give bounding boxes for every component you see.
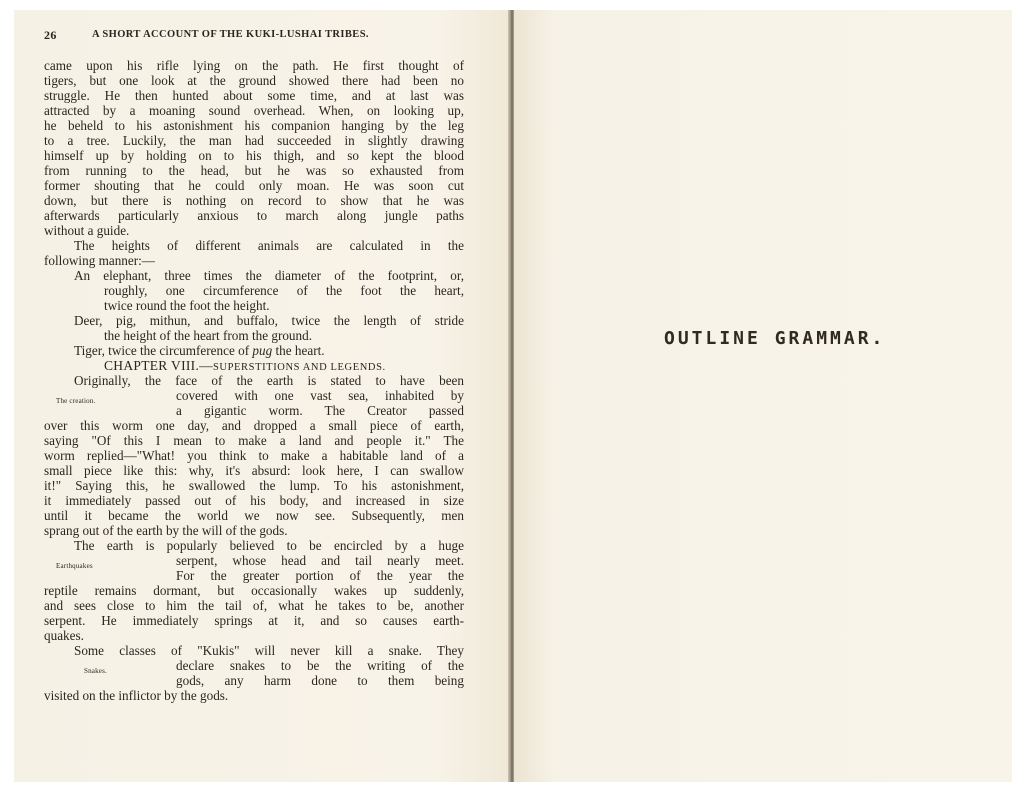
- margin-note-creation: The creation.: [56, 397, 96, 405]
- text-fragment: the heart.: [275, 343, 325, 358]
- text-line: sprang out of the earth by the will of the gods.: [44, 523, 288, 538]
- text-line: Deer, pig, mithun, and buffalo, twice the length of stride: [74, 313, 464, 328]
- text-line: himself up by holding on to his thigh, and so kept the blood: [44, 148, 464, 163]
- text-line: until it became the world we now see. Subsequently, men: [44, 508, 464, 523]
- text-line: [44, 388, 464, 403]
- text-line: [44, 673, 464, 688]
- text-line: visited on the inflictor by the gods.: [44, 688, 229, 703]
- text-line: An elephant, three times the diameter of the footprint, or,: [74, 268, 464, 283]
- text-line: reptile remains dormant, but occasionally wakes up suddenly,: [44, 583, 464, 598]
- text-line: afterwards particularly anxious to march along jungle paths: [44, 208, 464, 223]
- text-line-content: a gigantic worm. The Creator passed: [176, 403, 464, 418]
- text-line: without a guide.: [44, 223, 130, 238]
- body-text: [44, 58, 464, 703]
- chapter-number: CHAPTER VIII.—: [104, 358, 213, 373]
- text-line: [44, 553, 464, 568]
- text-line: it!" Saying this, he swallowed the lump. To his astonishment,: [44, 478, 464, 493]
- text-line: it immediately passed out of his body, and increased in size: [44, 493, 464, 508]
- text-line: twice round the foot the height.: [104, 298, 270, 313]
- text-line: from running to the head, but he was so exhausted from: [44, 163, 464, 178]
- text-line: [44, 568, 464, 583]
- italic-word: pug: [252, 343, 273, 358]
- text-line-content: For the greater portion of the year the: [176, 568, 464, 583]
- text-line: tigers, but one look at the ground showed there had been no: [44, 73, 464, 88]
- text-line: saying "Of this I mean to make a land and people it." The: [44, 433, 464, 448]
- text-line-content: declare snakes to be the writing of the: [176, 658, 464, 673]
- text-line: to a tree. Luckily, the man had succeeded in slightly drawing: [44, 133, 464, 148]
- text-line: down, but there is nothing on record to show that he was: [44, 193, 464, 208]
- text-line: The earth is popularly believed to be encircled by a huge: [74, 538, 464, 553]
- text-line: worm replied—"What! you think to make a habitable land of a: [44, 448, 464, 463]
- right-page: [514, 10, 1012, 782]
- text-line: came upon his rifle lying on the path. He first thought of: [44, 58, 464, 73]
- text-line: [44, 403, 464, 418]
- text-line: and sees close to him the tail of, what he takes to be, another: [44, 598, 464, 613]
- text-line: The heights of different animals are calculated in the: [74, 238, 464, 253]
- margin-note-snakes: Snakes.: [84, 667, 107, 675]
- text-line: quakes.: [44, 628, 84, 643]
- text-line: over this worm one day, and dropped a small piece of earth,: [44, 418, 464, 433]
- page-header: [44, 28, 474, 44]
- text-line: following manner:—: [44, 253, 155, 268]
- text-line: Originally, the face of the earth is stated to have been: [74, 373, 464, 388]
- running-title: A SHORT ACCOUNT OF THE KUKI-LUSHAI TRIBES.: [92, 29, 369, 40]
- text-line: he beheld to his astonishment his companion hanging by the leg: [44, 118, 464, 133]
- text-line-content: gods, any harm done to them being: [176, 673, 464, 688]
- text-line: Some classes of "Kukis" will never kill a snake. They: [74, 643, 464, 658]
- chapter-heading: [44, 358, 464, 373]
- book-spread: [14, 10, 1012, 782]
- section-title: OUTLINE GRAMMAR.: [664, 328, 886, 349]
- text-line: former shouting that he could only moan. He was soon cut: [44, 178, 464, 193]
- text-line: attracted by a moaning sound overhead. When, on looking up,: [44, 103, 464, 118]
- text-line: serpent. He immediately springs at it, and so causes earth-: [44, 613, 464, 628]
- text-fragment: Tiger, twice the circumference of: [74, 343, 250, 358]
- margin-note-earthquakes: Earthquakes: [56, 562, 93, 570]
- text-line-content: covered with one vast sea, inhabited by: [176, 388, 464, 403]
- page-number: 26: [44, 28, 57, 42]
- left-page: [14, 10, 510, 782]
- text-line: struggle. He then hunted about some time, and at last was: [44, 88, 464, 103]
- text-line: roughly, one circumference of the foot the heart,: [104, 283, 464, 298]
- text-line: [44, 658, 464, 673]
- text-line-content: serpent, whose head and tail nearly meet.: [176, 553, 464, 568]
- text-line: the height of the heart from the ground.: [104, 328, 313, 343]
- text-line: small piece like this: why, it's absurd: look here, I can swallow: [44, 463, 464, 478]
- chapter-title: SUPERSTITIONS AND LEGENDS.: [212, 362, 386, 373]
- text-line: [44, 343, 464, 358]
